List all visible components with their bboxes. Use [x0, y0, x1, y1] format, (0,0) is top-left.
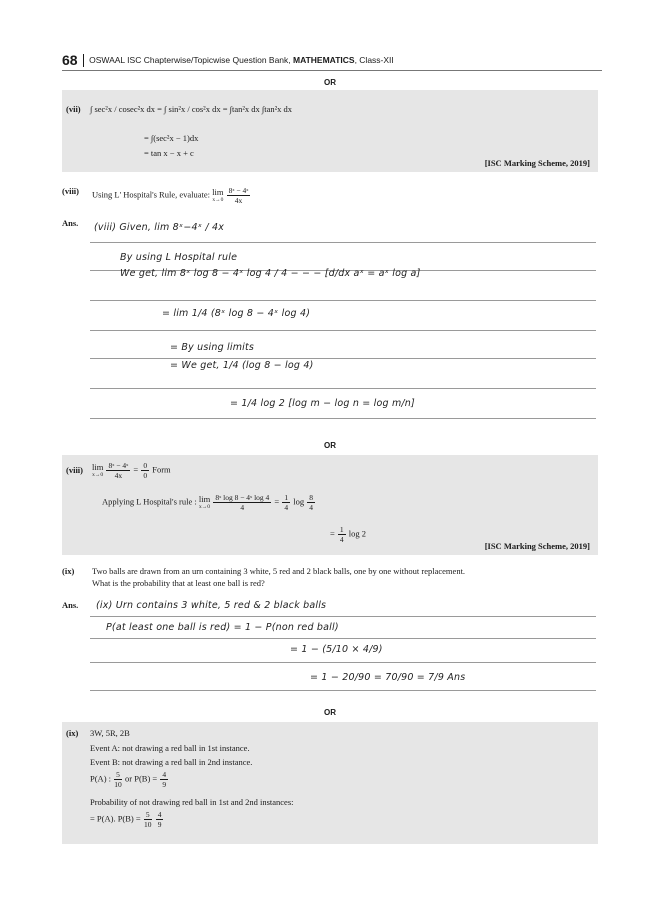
fraction-numerator: 8ˣ log 8 − 4ˣ log 4 [215, 493, 270, 502]
ruled-line [90, 662, 596, 663]
equals-sign: = [330, 528, 335, 539]
viii-fraction [106, 461, 130, 480]
fraction-numerator: 8 [309, 493, 313, 502]
viii-limit [92, 463, 103, 479]
fraction-denominator: 9 [162, 780, 167, 789]
equals-sign: = [133, 464, 139, 475]
citation-vii: [ISC Marking Scheme, 2019] [484, 158, 590, 168]
ix-line-4 [90, 770, 169, 789]
limit-word: lim [92, 461, 104, 472]
vii-line-2: = ∫(sec²x − 1)dx [144, 133, 199, 143]
section-label-vii: (vii) [66, 104, 81, 114]
handwritten-answer-ix [90, 598, 596, 696]
fraction-denominator: 10 [114, 780, 122, 789]
fraction-denominator: 4 [309, 503, 313, 512]
hw-line-4: = lim 1/4 (8ˣ log 8 − 4ˣ log 4) [162, 308, 311, 319]
running-head [89, 55, 394, 65]
question-text-viii [92, 186, 251, 205]
question-label-viii: (viii) [62, 186, 79, 196]
fraction-numerator: 0 [143, 461, 148, 470]
limit-word: lim [198, 493, 211, 504]
hw2-line-3: = 1 − (5/10 × 4/9) [290, 644, 383, 655]
result-text: log 2 [348, 528, 367, 539]
ruled-line [90, 242, 596, 243]
page-header [62, 52, 602, 68]
hw-line-2: By using L Hospital rule [120, 252, 238, 263]
fraction-denominator: 9 [157, 820, 162, 829]
citation-viii: [ISC Marking Scheme, 2019] [484, 541, 590, 551]
question-limit [212, 188, 223, 204]
hw2-line-1: (ix) Urn contains 3 white, 5 red & 2 black balls [96, 600, 327, 611]
eight-over-four [307, 493, 315, 512]
section-label-viii: (viii) [66, 465, 83, 475]
ruled-line [90, 300, 596, 301]
page-number: 68 [62, 52, 78, 68]
ix-line-2: Event A: not drawing a red ball in 1st instance. [90, 743, 250, 753]
pa-label: P(A) : [90, 773, 112, 784]
limit-sub: x→0 [92, 471, 104, 478]
handwritten-answer-viii [90, 216, 596, 432]
fraction-denominator: 0 [143, 471, 148, 480]
fraction-numerator: 1 [284, 493, 289, 502]
or-label-1: OR [324, 78, 336, 87]
fraction-numerator: 8ˣ − 4ˣ [108, 461, 129, 470]
ruled-line [90, 690, 596, 691]
ix-line-3: Event B: not drawing a red ball in 2nd instance. [90, 757, 253, 767]
zero-over-zero [141, 461, 149, 480]
or-label-2: OR [324, 441, 336, 450]
fraction-numerator: 4 [162, 770, 167, 779]
derivative-fraction [213, 493, 271, 512]
hw-line-7: = 1/4 log 2 [log m − log n = log m/n] [230, 398, 415, 409]
fraction-numerator: 5 [116, 770, 120, 779]
ruled-line [90, 616, 596, 617]
product-label: = P(A). P(B) = [90, 813, 141, 824]
ruled-line [90, 358, 596, 359]
question-text-ix-line-1: Two balls are drawn from an urn containing 3 white, 5 red and 2 black balls, one by one without replacement. [92, 566, 466, 576]
header-divider [83, 54, 85, 67]
ruled-line [90, 388, 596, 389]
ruled-line [90, 330, 596, 331]
pb-label: or P(B) = [125, 773, 158, 784]
viii-line-3 [330, 525, 366, 544]
pa-fraction [114, 770, 122, 789]
ix-line-5: Probability of not drawing red ball in 1st and 2nd instances: [90, 797, 294, 807]
fraction-denominator: 4 [339, 535, 344, 544]
viii-line-2 [102, 493, 316, 512]
fraction-numerator: 4 [157, 810, 162, 819]
limit-sub: x→0 [199, 503, 211, 510]
answer-label-2: Ans. [62, 600, 79, 610]
viii-limit-2 [199, 495, 210, 511]
quarter-fraction-2 [338, 525, 346, 544]
hw2-line-2: P(at least one ball is red) = 1 − P(non red ball) [106, 622, 339, 633]
ix-line-1: 3W, 5R, 2B [90, 728, 130, 738]
hw-line-3: We get, lim 8ˣ log 8 − 4ˣ log 4 / 4 − − − [d/dx aˣ = aˣ log a] [120, 268, 421, 279]
question-text-viii-words: Using L' Hospital's Rule, evaluate: [92, 189, 211, 200]
form-word: Form [152, 464, 171, 475]
running-head-subject: MATHEMATICS [293, 55, 355, 65]
header-rule [62, 70, 602, 71]
hw-line-5: = By using limits [170, 342, 255, 353]
hw2-line-4: = 1 − 20/90 = 70/90 = 7/9 Ans [310, 672, 466, 683]
limit-sub: x→0 [212, 196, 224, 203]
running-head-publisher: OSWAAL ISC Chapterwise/Topicwise Question Bank, [89, 55, 294, 65]
fraction-numerator: 1 [339, 525, 344, 534]
fraction-denominator: 4 [240, 503, 245, 512]
fraction-numerator: 5 [145, 810, 150, 819]
fraction-denominator: 10 [143, 820, 152, 829]
fraction-denominator: 4 [284, 503, 289, 512]
equals-sign: = [274, 496, 280, 507]
quarter-fraction [282, 493, 290, 512]
answer-box-ix [62, 722, 598, 844]
pb-fraction [160, 770, 168, 789]
hw-line-6: = We get, 1/4 (log 8 − log 4) [170, 360, 314, 371]
vii-line-3: = tan x − x + c [144, 148, 194, 158]
fraction-denominator: 4x [234, 196, 243, 205]
limit-word: lim [212, 186, 224, 197]
answer-box-vii [62, 90, 598, 172]
section-label-ix: (ix) [66, 728, 79, 738]
or-label-3: OR [324, 708, 336, 717]
running-head-class: , Class-XII [354, 55, 394, 65]
question-fraction [227, 186, 251, 205]
viii-line-1 [92, 461, 171, 480]
question-text-ix-line-2: What is the probability that at least one ball is red? [92, 578, 265, 588]
fraction-numerator: 8ˣ − 4ˣ [228, 186, 249, 195]
ix-line-6 [90, 810, 164, 829]
product-fraction-2 [156, 810, 164, 829]
vii-line-1: ∫ sec²x / cosec²x dx = ∫ sin²x / cos²x dx = ∫tan²x dx ∫tan²x dx [90, 104, 293, 114]
ruled-line [90, 418, 596, 419]
fraction-denominator: 4x [114, 471, 123, 480]
product-fraction-1 [144, 810, 152, 829]
log-word: log [293, 496, 305, 507]
answer-box-viii [62, 455, 598, 555]
answer-label-1: Ans. [62, 218, 79, 228]
question-label-ix: (ix) [62, 566, 75, 576]
ruled-line [90, 638, 596, 639]
hw-line-1: (viii) Given, lim 8ˣ−4ˣ / 4x [94, 222, 225, 233]
applying-text: Applying L Hospital's rule : [102, 496, 197, 507]
